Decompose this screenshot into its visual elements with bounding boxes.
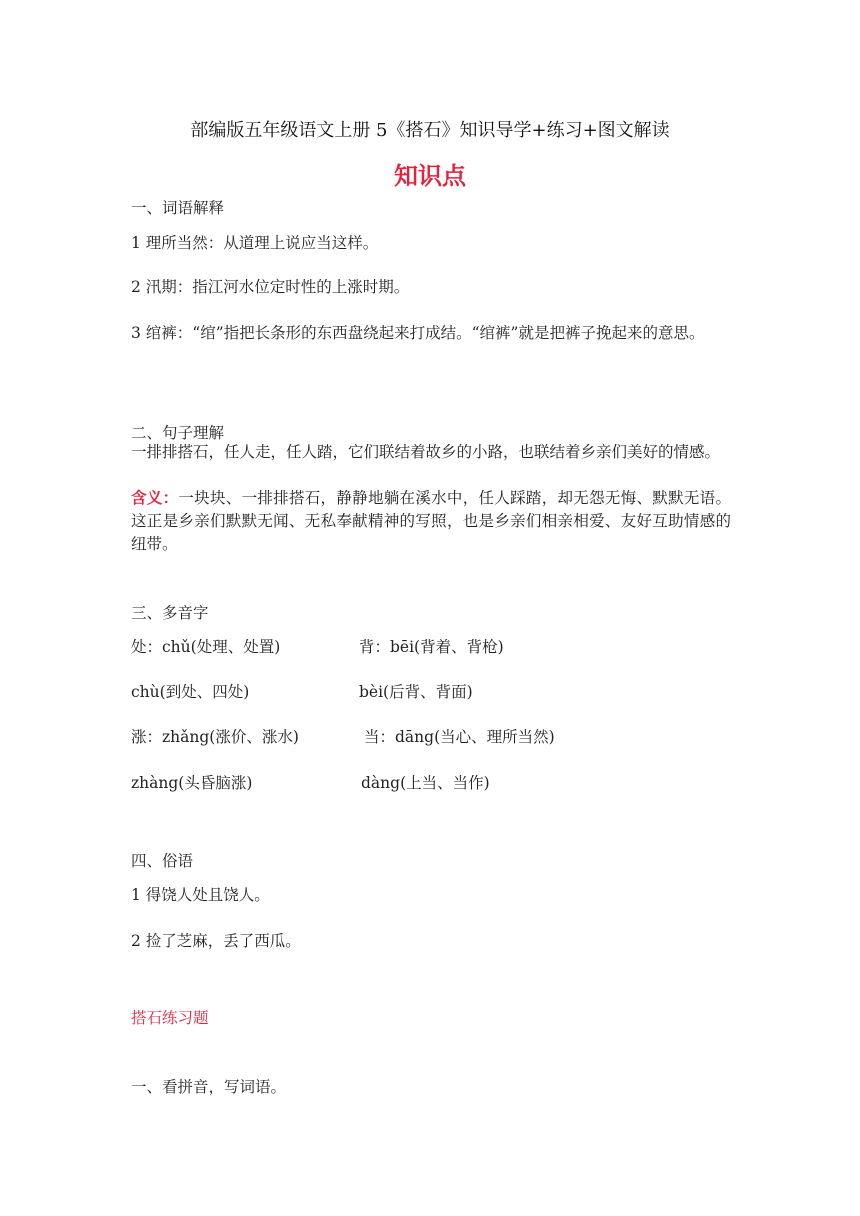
polyphone-entry: 当：dāng(当心、理所当然) (364, 728, 555, 746)
proverb-item: 1 得饶人处且饶人。 (131, 886, 270, 904)
vocab-item: 3 绾裤：“绾”指把长条形的东西盘绕起来打成结。“绾裤”就是把裤子挽起来的意思。 (131, 324, 705, 342)
proverb-item: 2 捡了芝麻，丢了西瓜。 (131, 932, 301, 950)
polyphone-entry: chù(到处、四处) (131, 683, 250, 701)
polyphone-entry: bèi(后背、背面) (359, 683, 473, 701)
meaning-text: 一块块、一排排搭石，静静地躺在溪水中，任人踩踏，却无怨无悔、默默无语。这正是乡亲们默默无闻、无私奉献精神的写照，也是乡亲们相亲相爱、友好互助情感的纽带。 (131, 489, 731, 553)
meaning-label: 含义： (131, 488, 179, 507)
exercise-section-heading: 一、看拼音，写词语。 (131, 1078, 287, 1096)
sentence-meaning (131, 486, 731, 556)
vocab-item: 2 汛期：指江河水位定时性的上涨时期。 (131, 278, 410, 296)
polyphone-entry: 处：chǔ(处理、处置) (131, 638, 281, 656)
section-heading-polyphones: 三、多音字 (131, 604, 209, 622)
vocab-item: 1 理所当然：从道理上说应当这样。 (131, 234, 379, 252)
document-title: 部编版五年级语文上册 5《搭石》知识导学+练习+图文解读 (190, 120, 670, 141)
section-heading-proverbs: 四、俗语 (131, 852, 194, 870)
polyphone-entry: zhàng(头昏脑涨) (131, 774, 253, 792)
exercise-heading: 搭石练习题 (131, 1009, 209, 1027)
polyphone-entry: 涨：zhǎng(涨价、涨水) (131, 728, 299, 746)
section-heading-sentence: 二、句子理解 (131, 424, 225, 442)
polyphone-entry: 背：bēi(背着、背枪) (359, 638, 504, 656)
sentence-text: 一排排搭石，任人走，任人踏，它们联结着故乡的小路，也联结着乡亲们美好的情感。 (131, 443, 721, 461)
knowledge-heading: 知识点 (394, 162, 466, 190)
polyphone-entry: dàng(上当、当作) (361, 774, 490, 792)
section-heading-vocabulary: 一、词语解释 (131, 199, 225, 217)
